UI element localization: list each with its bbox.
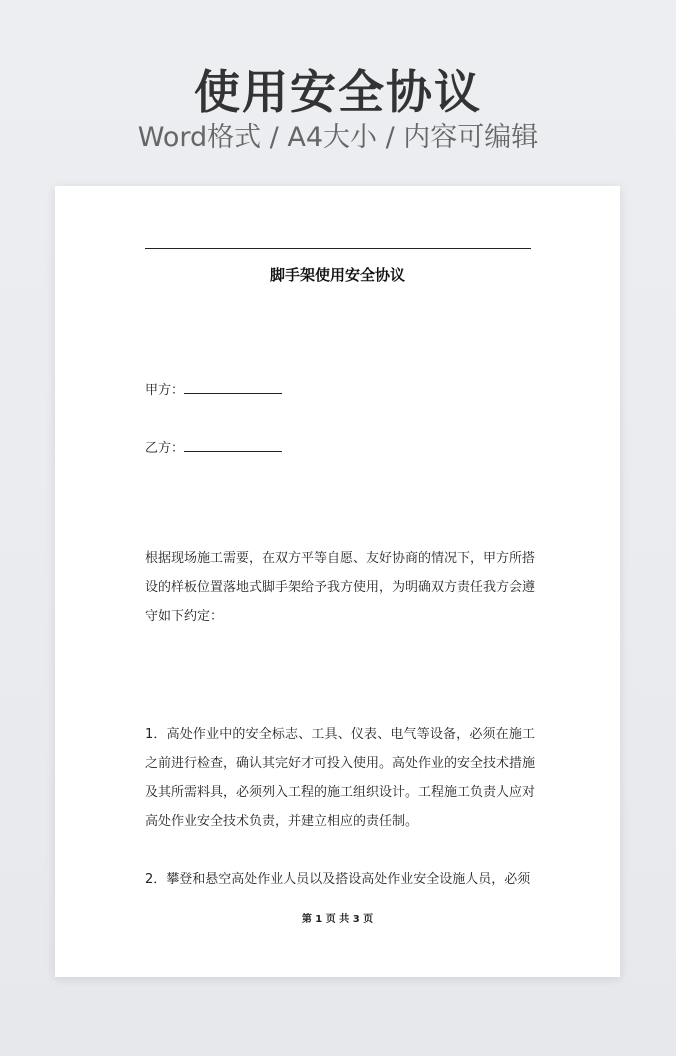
document-title: 脚手架使用安全协议 <box>269 266 405 284</box>
party-a-blank <box>184 380 282 394</box>
document-page <box>55 186 620 977</box>
clause-1: 1．高处作业中的安全标志、工具、仪表、电气等设备，必须在施工之前进行检查，确认其完好才可投入使用。高处作业的安全技术措施及其所需料具，必须列入工程的施工组织设计。工程施工负责人应对高处作业安全技术负责，并建立相应的责任制。 <box>145 727 536 829</box>
party-a-line <box>145 380 282 401</box>
clause-2: 2．攀登和悬空高处作业人员以及搭设高处作业安全设施人员，必须 <box>145 872 531 887</box>
party-a-label: 甲方： <box>145 383 185 398</box>
header-rule <box>145 248 531 249</box>
party-b-line <box>145 438 282 459</box>
party-b-label: 乙方： <box>145 441 185 456</box>
intro-paragraph: 根据现场施工需要，在双方平等自愿、友好协商的情况下，甲方所搭设的样板位置落地式脚手架给予我方使用，为明确双方责任我方会遵守如下约定： <box>145 551 536 624</box>
banner-title: 使用安全协议 <box>194 65 482 119</box>
party-b-blank <box>184 438 282 452</box>
page-number: 第 1 页 共 3 页 <box>301 914 374 925</box>
banner-subtitle: Word格式 / A4大小 / 内容可编辑 <box>137 122 539 153</box>
